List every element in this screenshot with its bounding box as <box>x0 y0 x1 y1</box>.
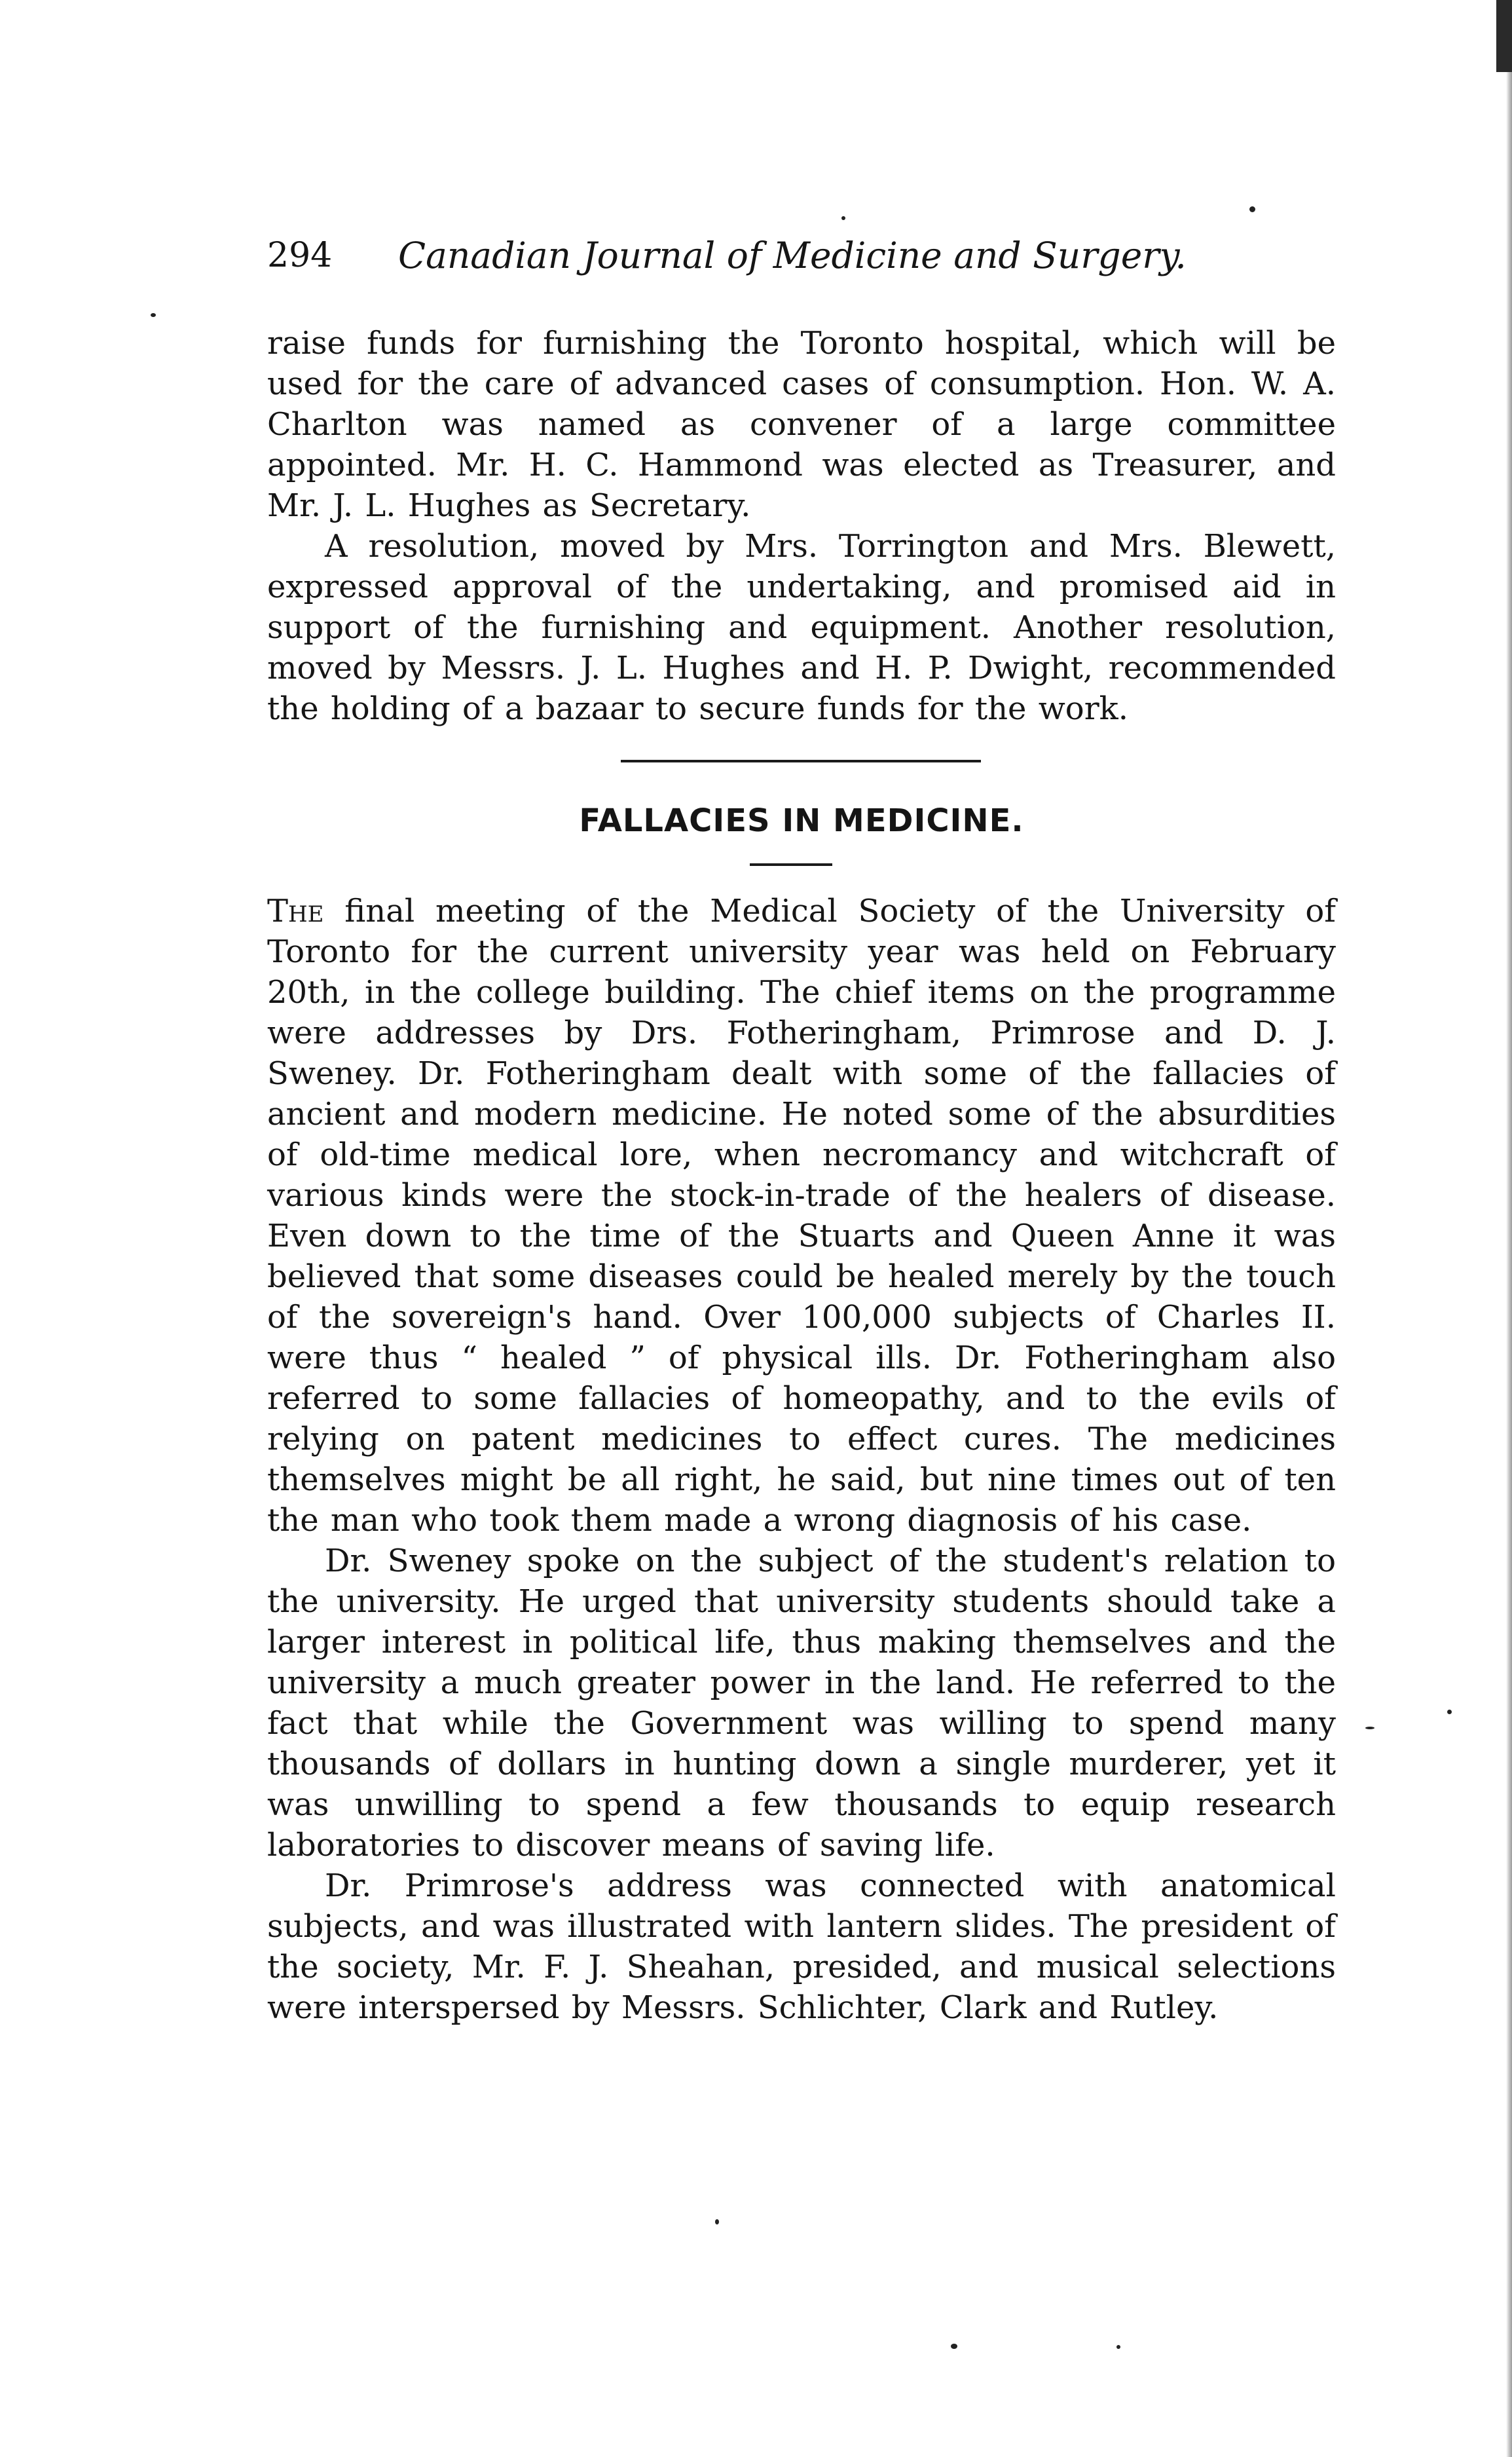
page-number: 294 <box>267 236 333 275</box>
article-paragraph-3: Dr. Primrose's address was connected with anatomical subjects, and was illustrated with lantern slides. The president of the society, Mr. F. J. Sheahan, presided, and musical selections were interspersed by Messrs. Schlichter, Clark and Rutley. <box>267 1867 1336 2026</box>
article-paragraph-2: Dr. Sweney spoke on the subject of the student's relation to the university. He urged that university students should take a larger interest in political life, thus making themselves and the university a much greater power in the land. He referred to the fact that while the Government was willing to spend many thousands of dollars in hunting down a single murderer, yet it was unwilling to spend a few thousands to equip research laboratories to discover means of saving life. <box>267 1543 1336 1864</box>
section-divider <box>621 760 981 762</box>
title-underline <box>750 863 832 866</box>
page-corner-mark <box>1496 0 1512 72</box>
scan-speck <box>1447 1710 1452 1714</box>
article-body <box>267 891 1336 2028</box>
scan-speck <box>841 216 845 220</box>
previous-article-continuation <box>267 323 1336 729</box>
article-title: FALLACIES IN MEDICINE. <box>579 802 1024 839</box>
article-paragraph-1 <box>267 891 1336 1541</box>
page-edge-shadow <box>1506 0 1512 2457</box>
continuation-paragraph: raise funds for furnishing the Toronto hospital, which will be used for the care of advanced cases of consumption. Hon. W. A. Charlton was named as convener of a large committee appointed. Mr. H. C. Hammond was elected as Treasurer, and Mr. J. L. Hughes as Secretary. <box>267 325 1336 524</box>
page-header <box>267 233 1341 291</box>
lead-word: The <box>267 893 324 929</box>
scan-speck <box>1249 206 1255 212</box>
scan-speck <box>951 2344 957 2349</box>
resolution-paragraph: A resolution, moved by Mrs. Torrington and Mrs. Blewett, expressed approval of the undertaking, and promised aid in support of the furnishing and equipment. Another resolution, moved by Messrs. J. L. Hughes and H. P. Dwight, recommended the holding of a bazaar to secure funds for the work. <box>267 528 1336 727</box>
running-title: Canadian Journal of Medicine and Surgery. <box>398 234 1187 276</box>
scan-speck <box>715 2219 719 2224</box>
scan-speck <box>1365 1727 1374 1729</box>
article-paragraph-1-text: final meeting of the Medical Society of the University of Toronto for the current university year was held on February 20th, in the college building. The chief items on the programme were addresses by Drs. Fotheringham, Primrose and D. J. Sweney. Dr. Fotheringham dealt with some of the fallacies of ancient and modern medicine. He noted some of the absurdities of old-time medical lore, when necromancy and witchcraft of various kinds were the stock-in-trade of the healers of disease. Even down to the time of the Stuarts and Queen Anne it was believed that some diseases could be healed merely by the touch of the sovereign's hand. Over 100,000 subjects of Charles II. were thus “ healed ” of physical ills. Dr. Fotheringham also referred to some fallacies of homeopathy, and to the evils of relying on patent medicines to effect cures. The medicines themselves might be all right, he said, but nine times out of ten the man who took them made a wrong diagnosis of his case. <box>267 893 1336 1539</box>
scan-speck <box>1116 2345 1120 2349</box>
scan-speck <box>151 313 156 317</box>
